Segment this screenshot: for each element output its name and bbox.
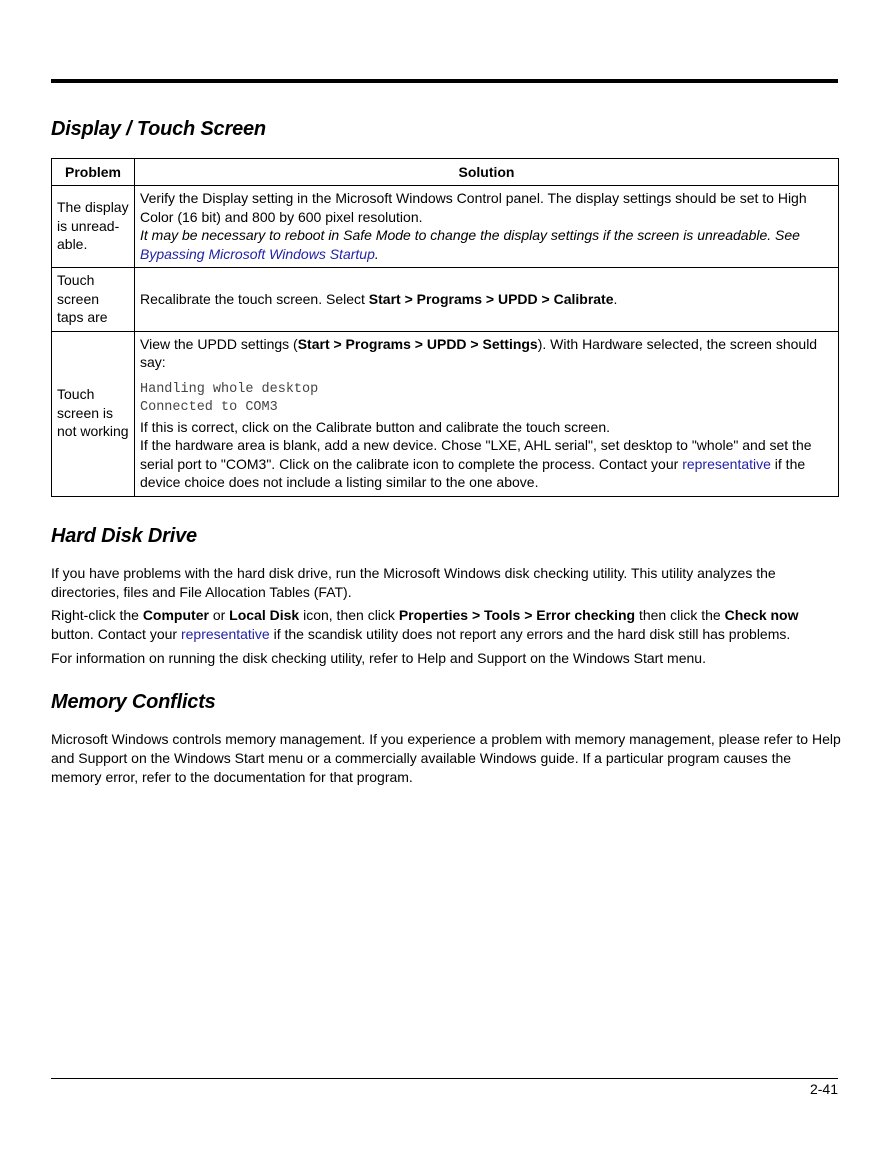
text: then click the [635, 607, 725, 623]
representative-link[interactable]: representative [682, 455, 771, 472]
code-line: Handling whole desktop [140, 381, 319, 397]
table-header-row [52, 159, 839, 186]
section-title-hdd: Hard Disk Drive [51, 525, 197, 547]
section-title-memory: Memory Conflicts [51, 691, 216, 713]
solution-cell [135, 186, 839, 268]
section-title-display: Display / Touch Screen [51, 118, 266, 140]
column-header-problem: Problem [52, 159, 135, 186]
representative-link[interactable]: representative [180, 626, 270, 642]
solution-text-end: . [613, 290, 618, 307]
solution-note-end: . [374, 245, 379, 262]
computer-label: Computer [142, 607, 209, 623]
table-row [52, 331, 839, 496]
hdd-paragraph [51, 606, 841, 644]
error-checking-path: Properties > Tools > Error checking [398, 607, 636, 623]
solution-text-end: if the device choice does not include a listing similar to the one above. [140, 455, 806, 490]
problem-cell: The display is unread-able. [52, 186, 135, 268]
solution-text-cont: ). With Hardware selected, the screen should say: [140, 335, 818, 370]
calibrate-menu-path: Start > Programs > UPDD > Calibrate [368, 290, 614, 307]
solution-note: It may be necessary to reboot in Safe Mode to change the display settings if the screen is unreadable. See [140, 227, 800, 243]
hdd-paragraph: For information on running the disk checking utility, refer to Help and Support on the Windows Start menu. [51, 650, 706, 666]
hdd-paragraph: If you have problems with the hard disk drive, run the Microsoft Windows disk checking utility. This utility analyzes the directories, files and File Allocation Tables (FAT). [51, 565, 776, 600]
header-rule [51, 79, 838, 83]
bypassing-startup-link[interactable]: Bypassing Microsoft Windows Startup [140, 245, 375, 262]
problem-cell: Touch screen taps are [52, 268, 135, 332]
solution-text: If this is correct, click on the Calibrate button and calibrate the touch screen. [140, 418, 611, 435]
footer-rule [51, 1078, 838, 1079]
local-disk-label: Local Disk [229, 607, 300, 623]
check-now-label: Check now [724, 607, 799, 623]
text: button. Contact your [51, 626, 181, 642]
troubleshooting-table [51, 158, 839, 497]
table-row [52, 268, 839, 332]
solution-text: If the hardware area is blank, add a new device. Chose "LXE, AHL serial", set desktop to "whole" and set the serial port to "COM3". Click on the calibrate icon to complete the process. Contact your [140, 437, 812, 472]
solution-cell [135, 268, 839, 332]
text: if the scandisk utility does not report any errors and the hard disk still has problems. [269, 626, 791, 642]
problem-cell: Touch screen is not working [52, 331, 135, 496]
solution-text: View the UPDD settings ( [140, 335, 298, 352]
text: Right-click the [51, 607, 143, 623]
code-line: Connected to COM3 [140, 400, 278, 415]
page-number: 2-41 [809, 1081, 838, 1097]
solution-cell [135, 331, 839, 496]
solution-text: Recalibrate the touch screen. Select [140, 290, 369, 307]
settings-menu-path: Start > Programs > UPDD > Settings [297, 335, 538, 352]
text: icon, then click [299, 607, 399, 623]
table-row [52, 186, 839, 268]
text: or [208, 607, 230, 623]
column-header-solution: Solution [135, 159, 839, 186]
memory-paragraph: Microsoft Windows controls memory management. If you experience a problem with memory management, please refer to Help and Support on the Windows Start menu or a commercially available Windows guide. If a particular program causes the memory error, refer to the documentation for that program. [51, 731, 841, 785]
solution-text: Verify the Display setting in the Microsoft Windows Control panel. The display settings should be set to High Color (16 bit) and 800 by 600 pixel resolution. [140, 190, 807, 225]
